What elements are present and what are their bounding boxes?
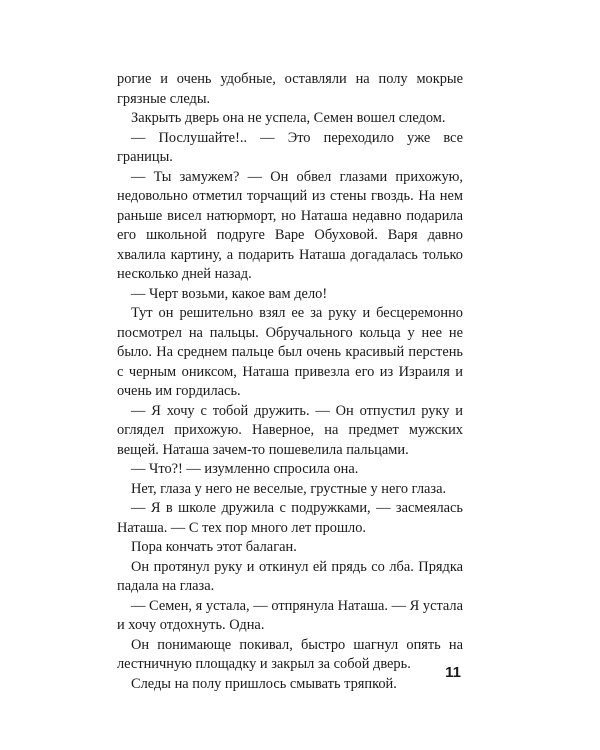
paragraph-4: — Ты замужем? — Он обвел глазами прихожую, недовольно отметил торчащий из стены гвоздь. На нем раньше висел натюрморт, но Наташа недавно подарила его школьной подруге Варе Обуховой. Варя давно хвалила картину, а подарить Наташа догадалась только несколько дней назад. [117,168,463,282]
paragraph-14: Он понимающе покивал, быстро шагнул опять на лестничную площадку и закрыл за собой дверь. [117,636,463,672]
paragraph-3: — Послушайте!.. — Это переходило уже все границы. [117,129,463,165]
page-text-body [117,70,463,694]
page-number: 11 [445,664,461,681]
paragraph-15: Следы на полу пришлось смывать тряпкой. [131,675,397,692]
paragraph-5: — Черт возьми, какое вам дело! [131,285,328,302]
paragraph-12: Он протянул руку и откинул ей прядь со лба. Прядка падала на глаза. [117,558,463,594]
paragraph-11: Пора кончать этот балаган. [131,539,297,555]
paragraph-7: — Я хочу с тобой дружить. — Он отпустил руку и оглядел прихожую. Наверное, на предмет мужских вещей. Наташа зачем-то пошевелила пальцами. [117,402,463,458]
paragraph-2: Закрыть дверь она не успела, Семен вошел следом. [131,110,446,126]
paragraph-10: — Я в школе дружила с подружками, — засмеялась Наташа. — С тех пор много лет прошло. [117,500,463,536]
paragraph-9: Нет, глаза у него не веселые, грустные у него глаза. [131,480,447,497]
paragraph-1: рогие и очень удобные, оставляли на полу мокрые грязные следы. [117,71,463,107]
paragraph-8: — Что?! — изумленно спросила она. [131,461,359,477]
paragraph-13: — Семен, я устала, — отпрянула Наташа. — Я устала и хочу отдохнуть. Одна. [117,597,463,633]
paragraph-6: Тут он решительно взял ее за руку и бесцеремонно посмотрел на пальцы. Обручального кольца у нее не было. На среднем пальце был очень красивый перстень с черным ониксом, Наташа привезла его из Израиля и очень им гордилась. [117,305,463,399]
